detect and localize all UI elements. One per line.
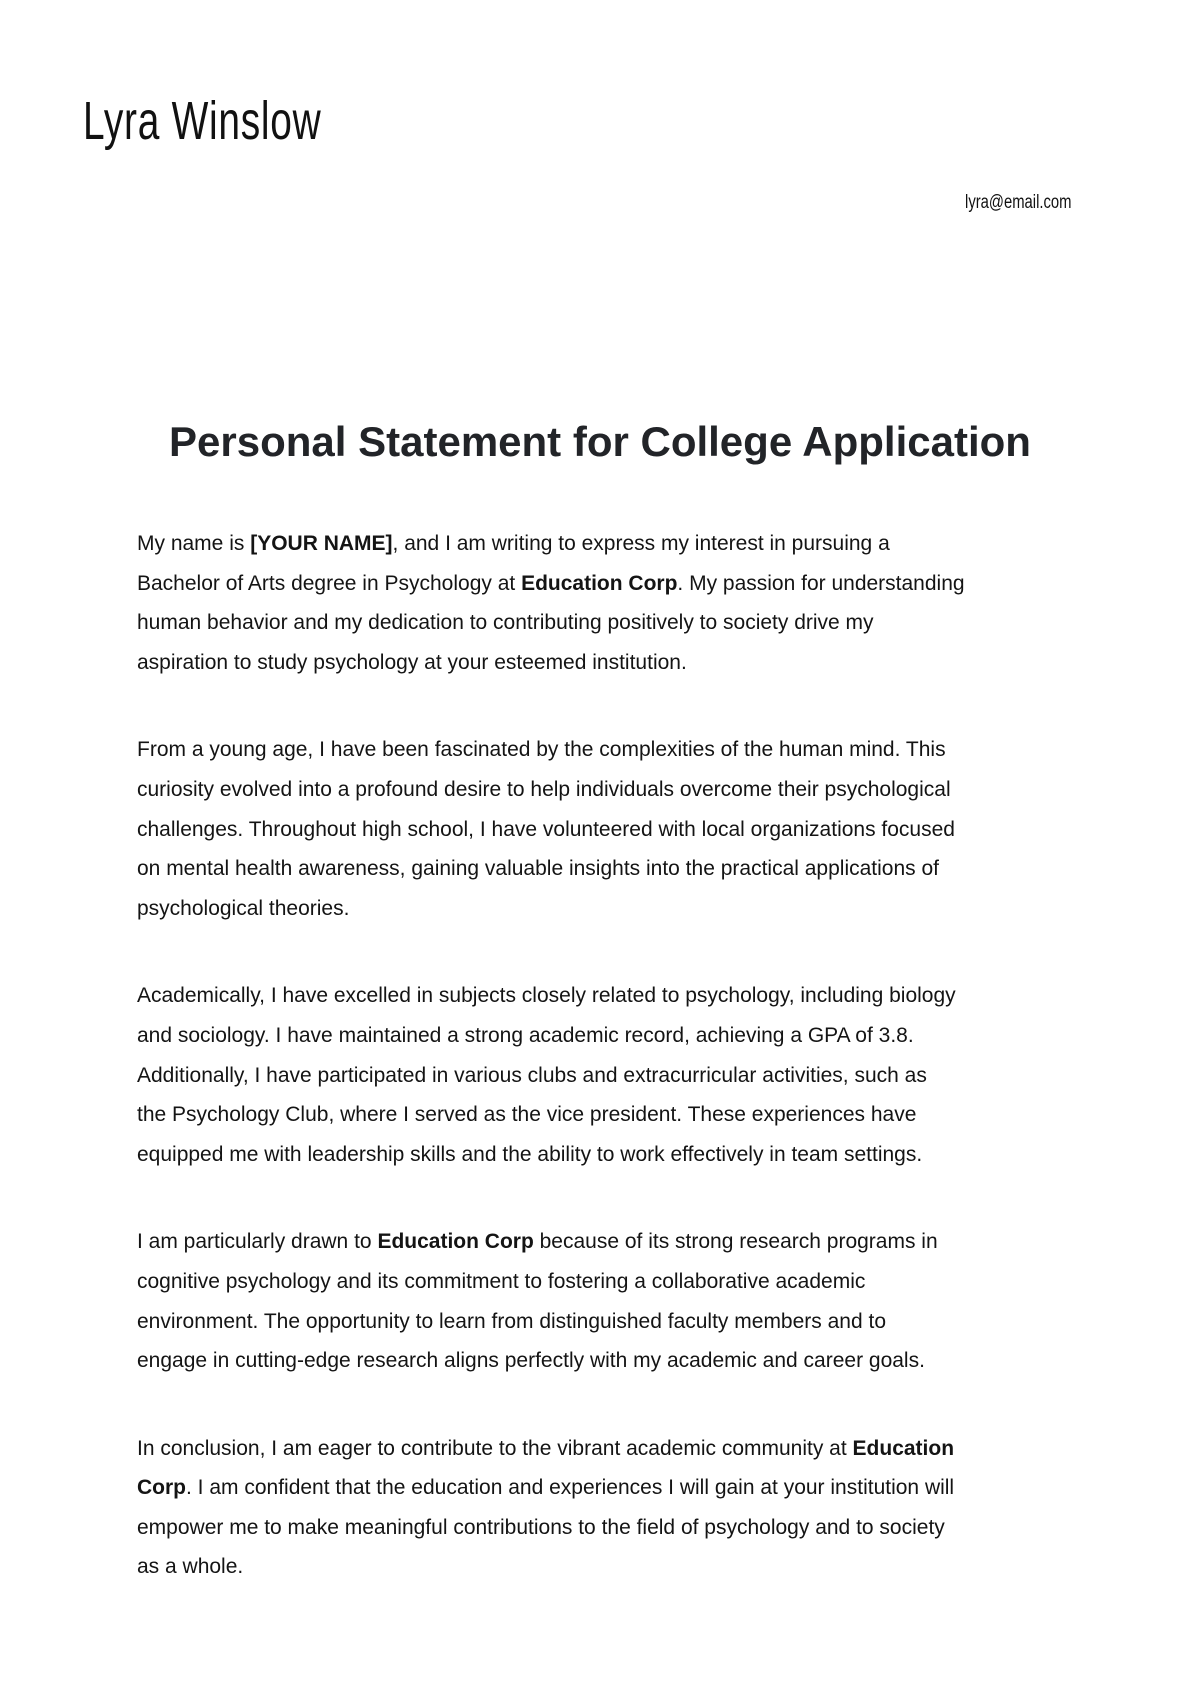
bold-text: Education Corp (377, 1230, 534, 1254)
paragraph-line (137, 1135, 1097, 1175)
paragraph-line (137, 1095, 1097, 1135)
bold-text: Corp (137, 1476, 186, 1500)
paragraph-line (137, 564, 1097, 604)
text-run: human behavior and my dedication to contributing positively to society drive my (137, 611, 874, 635)
author-name: Lyra Winslow (83, 91, 322, 151)
paragraph-line (137, 1341, 1097, 1381)
text-run: Additionally, I have participated in various clubs and extracurricular activities, such as (137, 1063, 927, 1087)
paragraph-line (137, 976, 1097, 1016)
paragraph-line (137, 643, 1097, 683)
paragraph-3 (137, 976, 1097, 1174)
text-run: on mental health awareness, gaining valuable insights into the practical applications of (137, 857, 939, 881)
paragraph-5 (137, 1429, 1097, 1587)
paragraph-line (137, 1302, 1097, 1342)
text-run: Bachelor of Arts degree in Psychology at (137, 571, 522, 595)
paragraph-line (137, 730, 1097, 770)
text-run: cognitive psychology and its commitment to fostering a collaborative academic (137, 1269, 866, 1293)
paragraph-line (137, 1468, 1097, 1508)
text-run: . I am confident that the education and experiences I will gain at your institution will (186, 1476, 955, 1500)
text-run: . My passion for understanding (677, 571, 965, 595)
paragraph-line (137, 1508, 1097, 1548)
paragraph-line (137, 1429, 1097, 1469)
paragraph-line (137, 1547, 1097, 1587)
statement-body (137, 524, 1097, 1635)
text-run: psychological theories. (137, 896, 350, 920)
paragraph-line (137, 889, 1097, 929)
text-run: challenges. Throughout high school, I have volunteered with local organizations focused (137, 817, 955, 841)
text-run: curiosity evolved into a profound desire to help individuals overcome their psychological (137, 777, 951, 801)
bold-text: Education Corp (521, 571, 678, 595)
bold-text: Education (852, 1436, 955, 1460)
text-run: empower me to make meaningful contributions to the field of psychology and to society (137, 1515, 945, 1539)
text-run: Academically, I have excelled in subjects closely related to psychology, including biology (137, 984, 956, 1008)
paragraph-1 (137, 524, 1097, 682)
document-title: Personal Statement for College Application (169, 418, 1031, 465)
text-run: engage in cutting-edge research aligns perfectly with my academic and career goals. (137, 1349, 925, 1373)
paragraph-line (137, 1056, 1097, 1096)
text-run: and sociology. I have maintained a strong academic record, achieving a GPA of 3.8. (137, 1023, 914, 1047)
author-email: lyra@email.com (964, 192, 1071, 213)
text-run: aspiration to study psychology at your esteemed institution. (137, 650, 687, 674)
paragraph-2 (137, 730, 1097, 928)
paragraph-line (137, 1222, 1097, 1262)
paragraph-line (137, 524, 1097, 564)
text-run: equipped me with leadership skills and the ability to work effectively in team settings. (137, 1142, 923, 1166)
text-run: as a whole. (137, 1555, 244, 1579)
text-run: environment. The opportunity to learn from distinguished faculty members and to (137, 1309, 887, 1333)
text-run: , and I am writing to express my interest in pursuing a (392, 532, 890, 555)
text-run: I am particularly drawn to (137, 1230, 378, 1254)
bold-text: [YOUR NAME] (250, 532, 393, 555)
paragraph-line (137, 1016, 1097, 1056)
paragraph-4 (137, 1222, 1097, 1380)
text-run: because of its strong research programs in (533, 1230, 938, 1254)
paragraph-line (137, 603, 1097, 643)
text-run: My name is (137, 532, 251, 555)
paragraph-line (137, 810, 1097, 850)
text-run: From a young age, I have been fascinated by the complexities of the human mind. This (137, 738, 946, 762)
text-run: In conclusion, I am eager to contribute to the vibrant academic community at (137, 1436, 853, 1460)
paragraph-line (137, 1262, 1097, 1302)
text-run: the Psychology Club, where I served as the vice president. These experiences have (137, 1103, 917, 1127)
paragraph-line (137, 849, 1097, 889)
paragraph-line (137, 770, 1097, 810)
